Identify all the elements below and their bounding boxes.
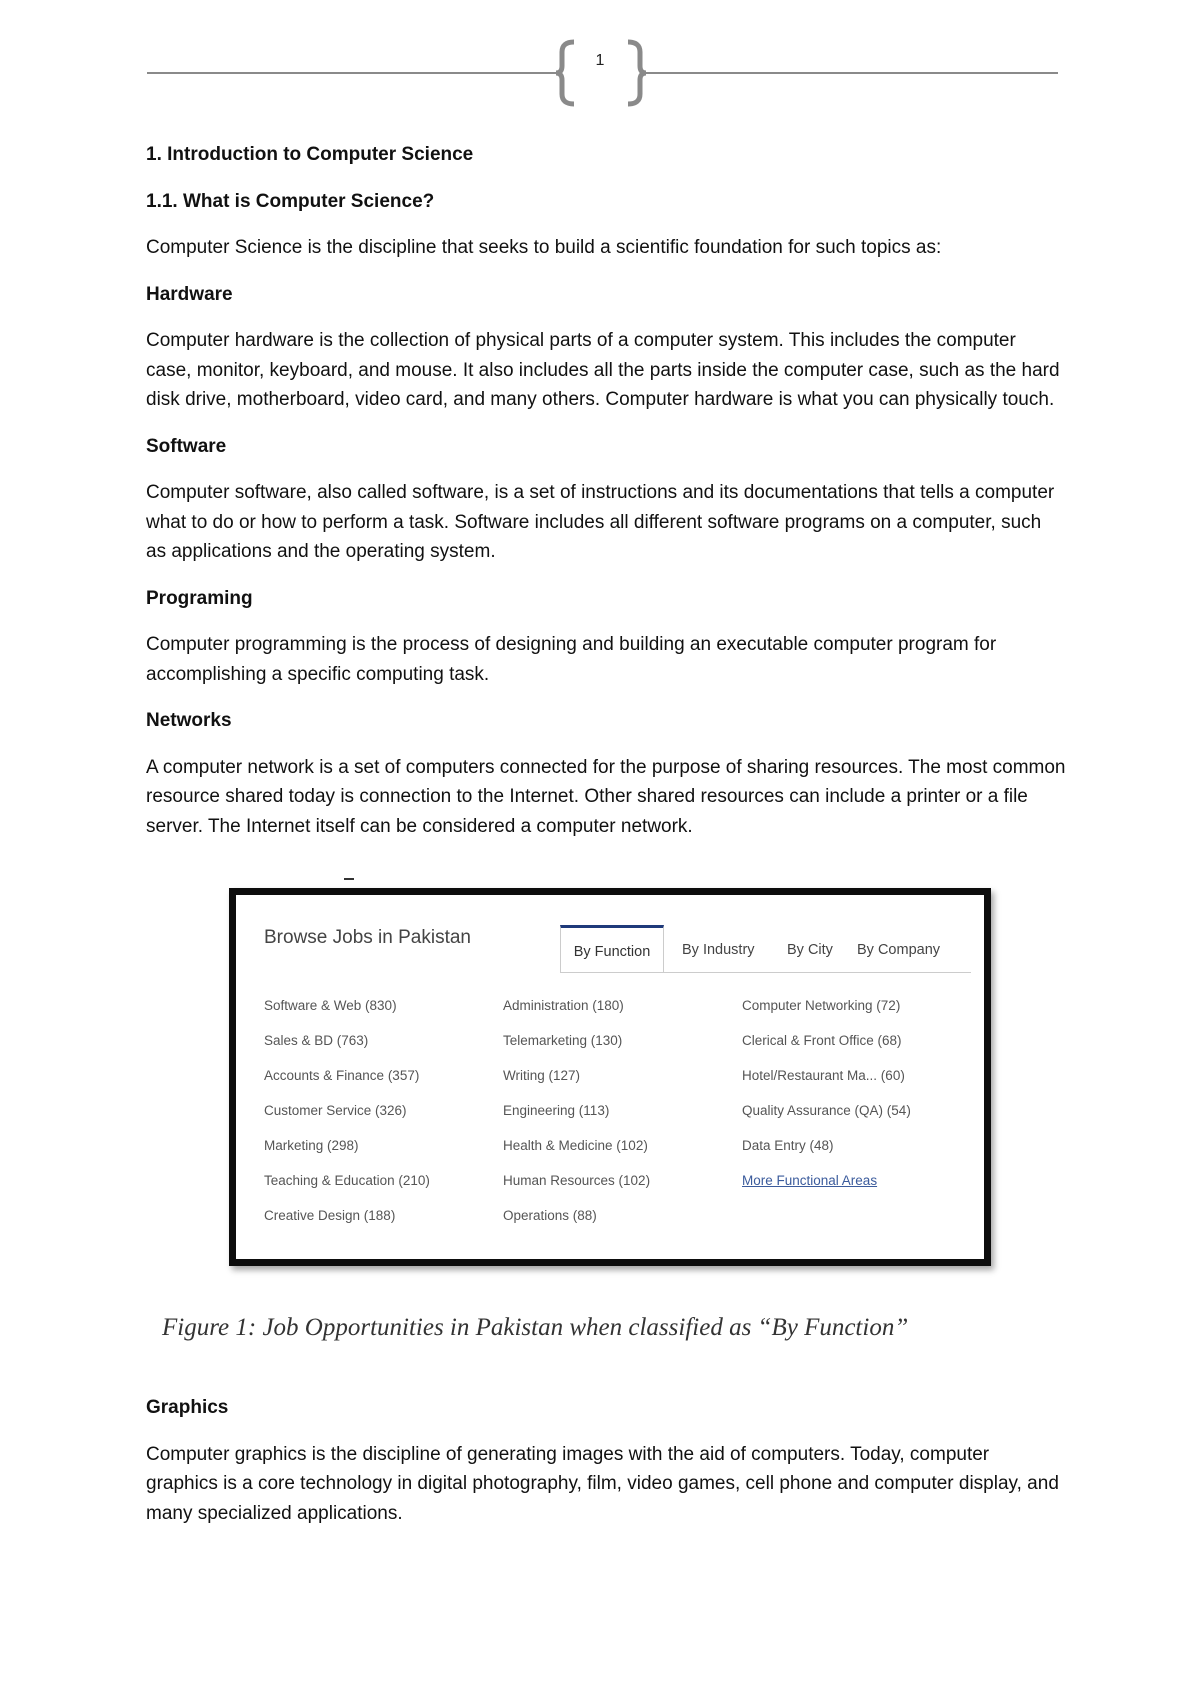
category-link[interactable]: Teaching & Education (210) bbox=[264, 1173, 430, 1188]
category-link[interactable]: Clerical & Front Office (68) bbox=[742, 1033, 902, 1048]
more-functional-areas-link[interactable]: More Functional Areas bbox=[742, 1173, 878, 1188]
intro-paragraph: Computer Science is the discipline that seeks to build a scientific foundation for such topics as: bbox=[146, 237, 942, 258]
heading-software: Software bbox=[146, 435, 227, 457]
graphics-section bbox=[146, 1393, 1066, 1528]
figure-tabs bbox=[560, 925, 971, 973]
tab-by-function[interactable]: By Function bbox=[560, 925, 664, 972]
category-link[interactable]: Creative Design (188) bbox=[264, 1208, 396, 1223]
right-brace-icon bbox=[598, 38, 678, 108]
category-link[interactable]: Engineering (113) bbox=[503, 1103, 610, 1118]
category-column-1 bbox=[264, 997, 494, 1242]
category-link[interactable]: Human Resources (102) bbox=[503, 1173, 651, 1188]
category-link[interactable]: Hotel/Restaurant Ma... (60) bbox=[742, 1068, 905, 1083]
category-column-3 bbox=[742, 997, 972, 1207]
heading-networks: Networks bbox=[146, 710, 232, 731]
category-link[interactable]: Customer Service (326) bbox=[264, 1103, 407, 1118]
category-link[interactable]: Health & Medicine (102) bbox=[503, 1138, 648, 1153]
subsection-title: 1.1. What is Computer Science? bbox=[146, 190, 435, 212]
category-link[interactable]: Computer Networking (72) bbox=[742, 998, 901, 1013]
category-link[interactable]: Sales & BD (763) bbox=[264, 1033, 369, 1048]
tabs-baseline bbox=[560, 972, 971, 973]
header-rule-left bbox=[147, 72, 559, 74]
category-link[interactable]: Operations (88) bbox=[503, 1208, 597, 1223]
figure-screenshot bbox=[229, 888, 991, 1266]
section-title: 1. Introduction to Computer Science bbox=[146, 144, 474, 165]
document-body bbox=[146, 140, 1066, 841]
heading-programing: Programing bbox=[146, 587, 253, 609]
category-column-2 bbox=[503, 997, 733, 1242]
category-link[interactable]: Administration (180) bbox=[503, 998, 624, 1013]
header-rule-right bbox=[646, 72, 1058, 74]
category-link[interactable]: Telemarketing (130) bbox=[503, 1033, 623, 1048]
figure-caption: Figure 1: Job Opportunities in Pakistan when classified as “By Function” bbox=[162, 1314, 909, 1341]
paragraph-hardware: Computer hardware is the collection of physical parts of a computer system. This includes the computer case, monitor, keyboard, and mouse. It also includes all the parts inside the computer case, such as the hard disk drive, motherboard, video card, and many others. Computer hardware is what you can physically touch. bbox=[146, 330, 1060, 410]
category-link[interactable]: Accounts & Finance (357) bbox=[264, 1068, 420, 1083]
paragraph-networks: A computer network is a set of computers connected for the purpose of sharing resources. The most common resource shared today is connection to the Internet. Other shared resources can include a printer or a file server. The Internet itself can be considered a computer network. bbox=[146, 756, 1066, 837]
tab-by-company[interactable]: By Company bbox=[857, 942, 941, 958]
heading-hardware: Hardware bbox=[146, 283, 233, 305]
category-link[interactable]: Writing (127) bbox=[503, 1068, 581, 1083]
tab-by-industry[interactable]: By Industry bbox=[682, 942, 755, 958]
tab-by-city[interactable]: By City bbox=[787, 942, 833, 958]
stray-dash bbox=[344, 878, 354, 880]
category-link[interactable]: Data Entry (48) bbox=[742, 1138, 834, 1153]
paragraph-graphics: Computer graphics is the discipline of generating images with the aid of computers. Today, computer graphics is a core technology in digital photography, film, video games, cell phone and computer display, and many specialized applications. bbox=[146, 1443, 1059, 1524]
figure-title: Browse Jobs in Pakistan bbox=[264, 927, 471, 948]
paragraph-software: Computer software, also called software, is a set of instructions and its documentations that tells a computer what to do or how to perform a task. Software includes all different software programs on a computer, such as applications and the operating system. bbox=[146, 482, 1055, 562]
paragraph-programing: Computer programming is the process of designing and building an executable computer program for accomplishing a specific computing task. bbox=[146, 634, 997, 685]
category-link[interactable]: Quality Assurance (QA) (54) bbox=[742, 1103, 911, 1118]
category-link[interactable]: Marketing (298) bbox=[264, 1138, 359, 1153]
category-link[interactable]: Software & Web (830) bbox=[264, 998, 397, 1013]
heading-graphics: Graphics bbox=[146, 1397, 229, 1418]
page-number: 1 bbox=[595, 52, 605, 69]
